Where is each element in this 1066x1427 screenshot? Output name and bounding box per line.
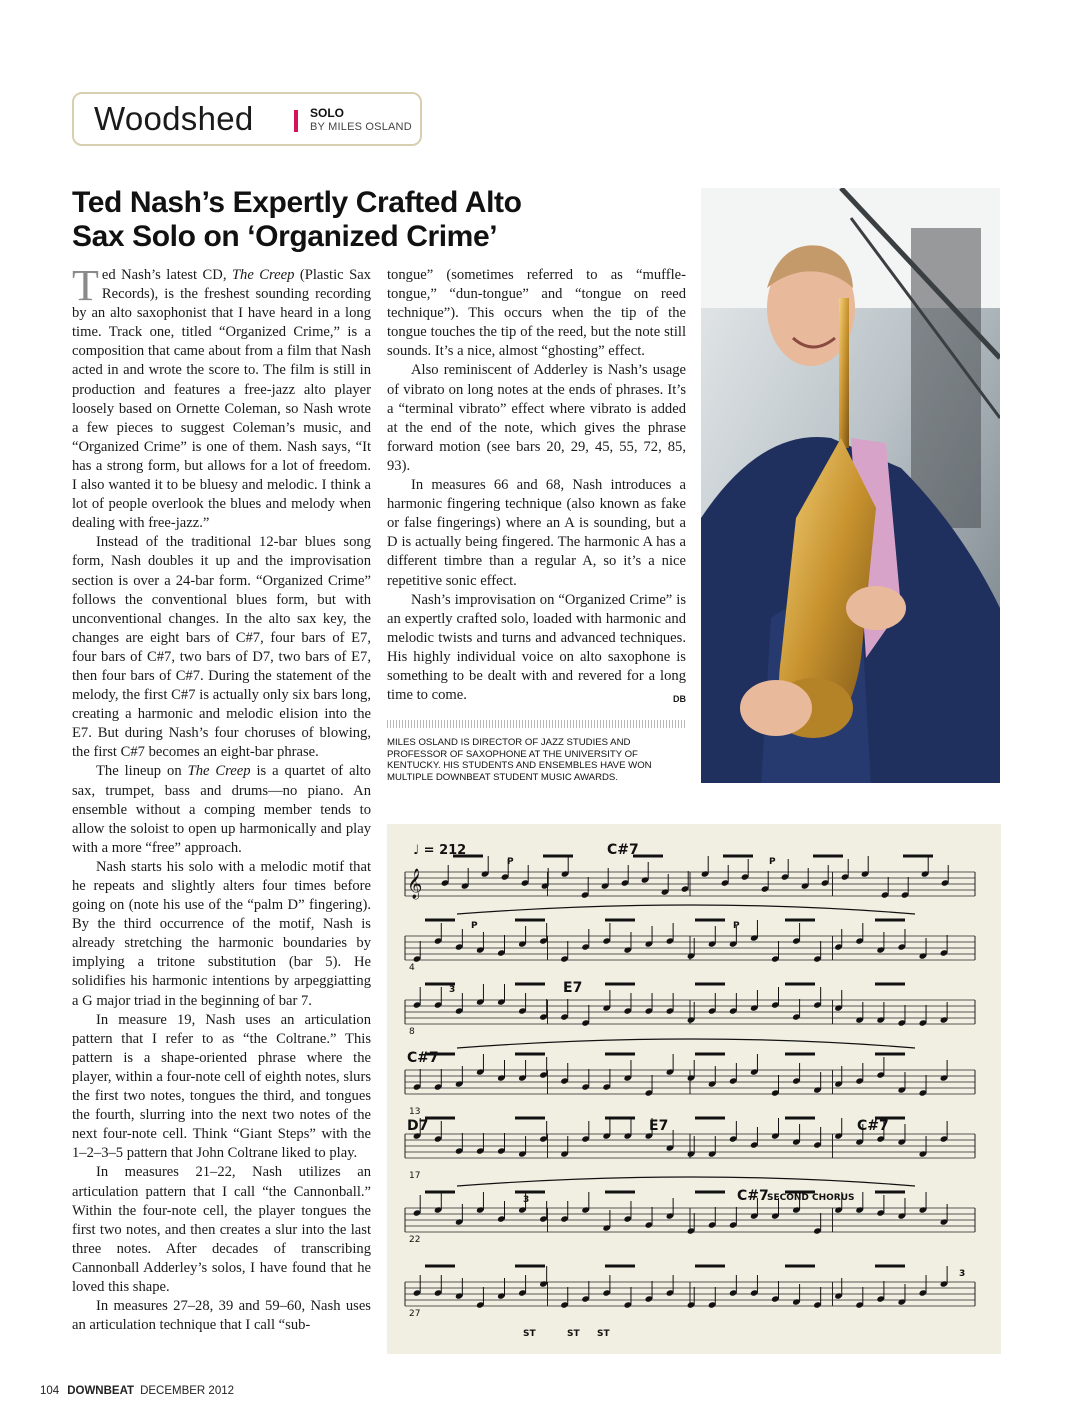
title-line-1: Ted Nash’s Expertly Crafted Alto (72, 186, 522, 219)
chord-symbol: C#7 (857, 1118, 889, 1134)
music-transcription (387, 824, 1001, 1354)
articulation-mark: ST (523, 1329, 536, 1339)
page-footer (40, 1385, 234, 1397)
chord-symbol: C#7 (737, 1188, 769, 1204)
paragraph: Also reminiscent of Adderley is Nash’s usage of vibrato on long notes at the ends of phrases. It’s a “terminal vibrato” effect where vibrato is added at the end of the note, which gives the phrase forward motion (see bars 20, 29, 45, 55, 72, 85, 93). (387, 362, 686, 474)
bar-number: 4 (409, 963, 415, 973)
paragraph: In measures 66 and 68, Nash introduces a harmonic fingering technique (also known as fake or false fingerings) where an A is sounding, but a D is actually being fingered. The harmonic A has a different timbre than a regular A, so it’s a nice repetitive sonic effect. (387, 477, 686, 589)
chord-symbol: E7 (563, 980, 583, 996)
articulation-mark: P (471, 921, 478, 931)
chord-symbol: C#7 (407, 1050, 439, 1066)
paragraph: Instead of the traditional 12-bar blues song form, Nash doubles it up and the improvisation section is over a 24-bar form. “Organized Crime” follows the conventional blues form, but with unconventional changes. In the alto sax key, the changes are eight bars of C#7, four bars of E7, four bars of C#7, two bars of D7, two bars of E7, then four bars of C#7. During the statement of the melody, the first C#7 is actually only six bars long, creating a harmonic and melodic elision into the E7. But during Nash’s four choruses of blowing, the first C#7 becomes an eight-bar phrase. (72, 534, 371, 761)
bar-number: 22 (409, 1235, 421, 1245)
paragraph: tongue” (sometimes referred to as “muffle-tongue,” “dun-tongue” and “tongue on reed technique”). This occurs when the tip of the tongue touches the tip of the reed, but the note still sounds. It’s a nice, almost “ghosting” effect. (387, 267, 686, 360)
album-title: The Creep (187, 763, 251, 780)
chord-symbol: C#7 (607, 842, 639, 858)
chord-symbol: E7 (649, 1118, 669, 1134)
issue-date: DECEMBER 2012 (140, 1385, 235, 1397)
articulation-mark: ST (597, 1329, 610, 1339)
photo-illustration (701, 188, 1000, 783)
treble-clef: 𝄞 (407, 869, 423, 899)
chord-symbol: D7 (407, 1118, 429, 1134)
publication-name: DOWNBEAT (67, 1385, 135, 1397)
album-title: The Creep (231, 267, 295, 283)
paragraph: Ted Nash’s latest CD, The Creep (Plastic Sax Records), is the freshest sounding recording by an alto saxophonist that I have heard in a long time. Track one, titled “Organized Crime,” is a composition that came about from a film that Nash acted in and wrote the score to. The film is still in production and features a free-jazz alto player loosely based on Ornette Coleman, so Nash wrote a few pieces to suggest Coleman’s music, and “Organized Crime” is one of them. Nash says, “It has a strong form, but allows for a lot of freedom. I also wanted it to be bluesy and melodic. I think a lot of people overlook the blues and melody when dealing with free-jazz.” (72, 261, 371, 532)
score-notation (387, 824, 1001, 1354)
articulation-mark: P (733, 921, 740, 931)
article-title (72, 186, 682, 254)
articulation-mark: P (769, 857, 776, 867)
byline: BY MILES OSLAND (310, 121, 412, 133)
paragraph: In measure 19, Nash uses an articulation pattern that I refer to as “the Coltrane.” This pattern is a shape-oriented phrase where the player, within a four-note cell of eighth notes, slurs the first two notes, tongues the third, and tongues the fourth, slurring into the next two notes of the next four-note cell. Think “Giant Steps” with the 1–2–3–5 pattern that John Coltrane liked to play. (72, 1011, 371, 1162)
paragraph: In measures 21–22, Nash utilizes an articulation pattern that I call “the Cannonball.” Within the four-note cell, the player tongues the first two notes, and then creates a slur into the last three notes. After decades of transcribing Cannonball Adderley’s solos, I have found that he loved this shape. (72, 1164, 371, 1295)
articulation-mark: ST (567, 1329, 580, 1339)
signoff-mark: DB (673, 694, 686, 705)
author-bio: MILES OSLAND IS DIRECTOR OF JAZZ STUDIES AND PROFESSOR OF SAXOPHONE AT THE UNIVERSITY OF KENTUCKY. HIS STUDENTS AND ENSEMBLES HAVE WON MULTIPLE DOWNBEAT STUDENT MUSIC AWARDS. (387, 737, 652, 783)
department-header (72, 92, 422, 146)
bar-number: 27 (409, 1309, 421, 1319)
slur (457, 1039, 915, 1048)
tempo-marking: ♩ = 212 (413, 843, 467, 858)
second-chorus-label: SECOND CHORUS (767, 1193, 855, 1203)
article-column-2 (387, 266, 686, 709)
bar-number: 13 (409, 1107, 421, 1117)
bar-number: 17 (409, 1171, 421, 1181)
dotted-rule (387, 720, 686, 728)
slur (457, 905, 915, 914)
paragraph: Nash’s improvisation on “Organized Crime” is an expertly crafted solo, loaded with harmonic and melodic twists and turns and advanced techniques. His highly individual voice on alto saxophone is something to be dealt with and revered for a long time to come. DB (387, 591, 686, 706)
article-column-1 (72, 261, 371, 1335)
title-line-2: Sax Solo on ‘Organized Crime’ (72, 220, 498, 253)
articulation-mark: 3 (959, 1269, 966, 1279)
articulation-mark: 3 (449, 985, 456, 995)
page-number: 104 (40, 1385, 60, 1397)
articulation-mark: P (507, 857, 514, 867)
bar-number: 8 (409, 1027, 415, 1037)
drop-cap: T (72, 261, 99, 310)
paragraph: In measures 27–28, 39 and 59–60, Nash uses an articulation technique that I call “sub- (72, 1298, 371, 1334)
saxophonist-photo (701, 188, 1000, 783)
accent-bar (294, 110, 298, 132)
paragraph: Nash starts his solo with a melodic motif that he repeats and slightly alters four times before going on (note his use of the “palm D” fingering). By the third occurrence of the motif, Nash is already stretching the harmonic boundaries by implying a tritone substitution (bar 5). He solidifies his harmonic intentions by arpeggiatting a G major triad in the beginning of bar 7. (72, 858, 371, 1009)
section-label: SOLO (310, 106, 345, 120)
slur (457, 1177, 915, 1186)
articulation-mark: 3 (523, 1195, 530, 1205)
paragraph: The lineup on The Creep is a quartet of alto sax, trumpet, bass and drums—no piano. An ensemble without a comping member tends to allow the soloist to open up harmonically and play with a more “free” approach. (72, 763, 371, 856)
department-name: Woodshed (94, 100, 254, 137)
